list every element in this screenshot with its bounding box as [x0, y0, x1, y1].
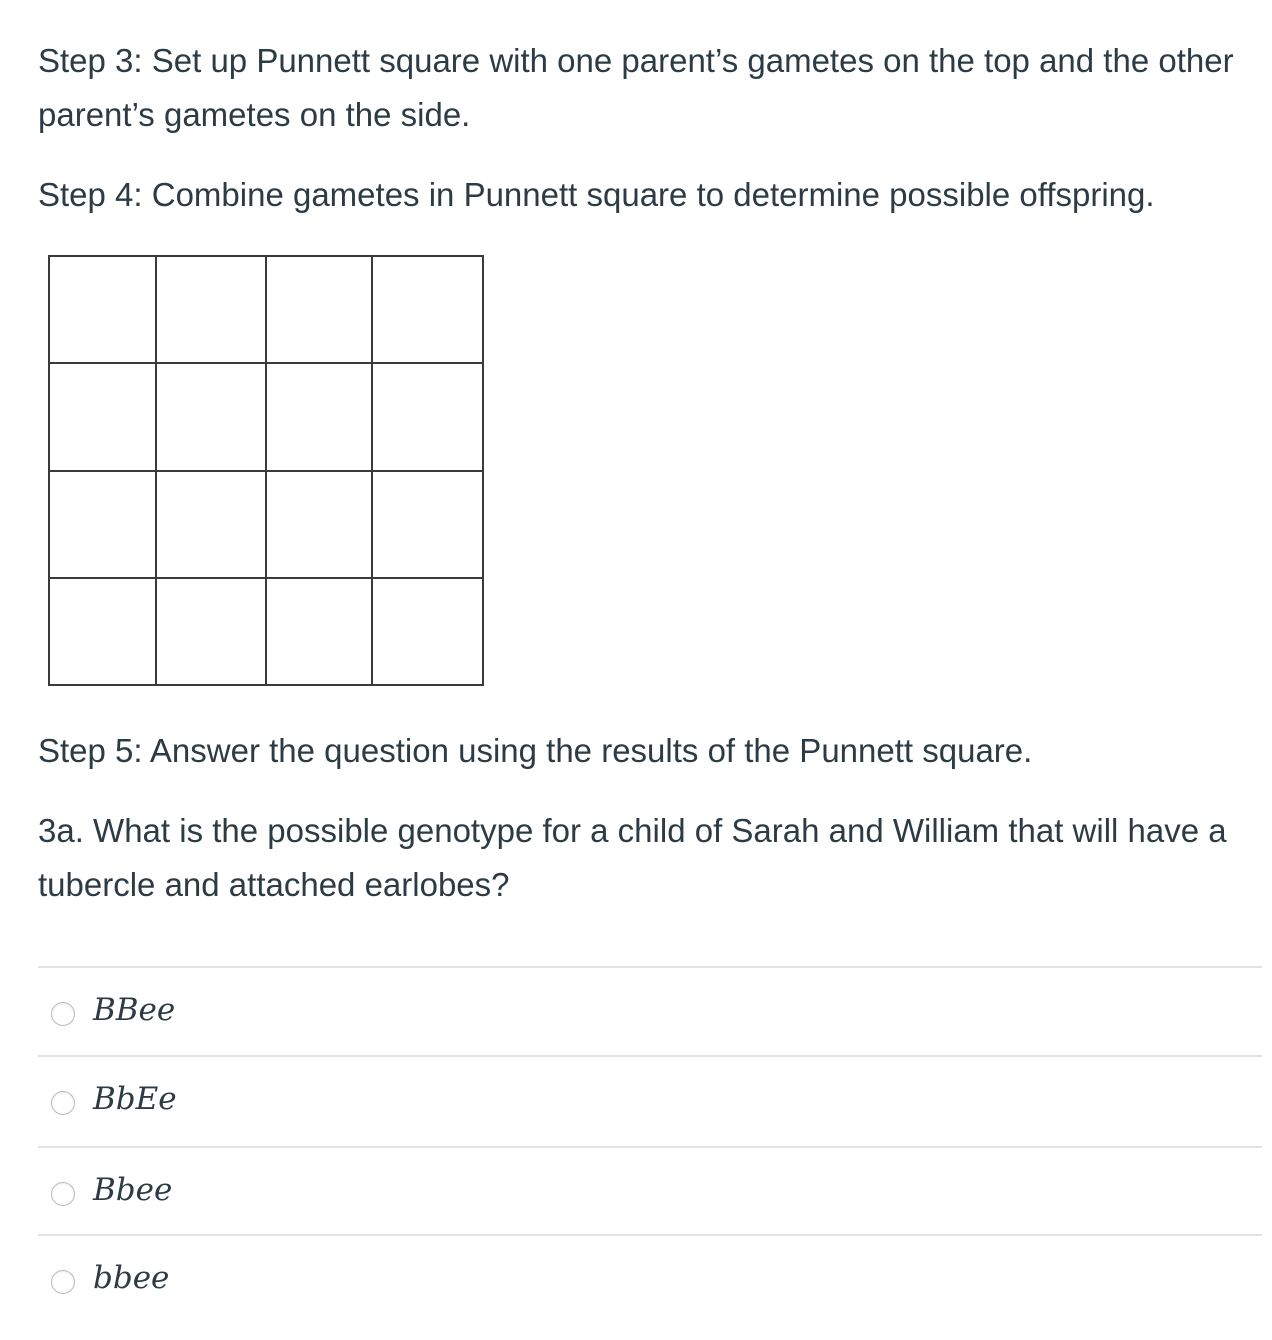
punnett-cell	[49, 256, 156, 363]
punnett-square-grid	[48, 255, 484, 686]
question-text: 3a. What is the possible genotype for a child of Sarah and William that will have a tubercle and attached earlobes?	[38, 812, 1227, 903]
punnett-cell	[372, 578, 483, 685]
punnett-cell	[49, 578, 156, 685]
step-4-instruction: Step 4: Combine gametes in Punnett square to determine possible offspring.	[38, 176, 1155, 213]
punnett-row	[49, 363, 483, 470]
radio-button[interactable]	[51, 1270, 75, 1294]
punnett-row	[49, 471, 483, 578]
answer-label[interactable]: BBee	[93, 992, 176, 1028]
answer-option[interactable]	[38, 1234, 1262, 1323]
radio-button[interactable]	[51, 1182, 75, 1206]
punnett-cell	[49, 363, 156, 470]
punnett-cell	[266, 578, 372, 685]
answer-label[interactable]: BbEe	[93, 1081, 177, 1117]
punnett-cell	[156, 256, 266, 363]
punnett-cell	[372, 471, 483, 578]
punnett-cell	[156, 471, 266, 578]
answer-options	[38, 966, 1262, 1323]
punnett-cell	[49, 471, 156, 578]
step-3-instruction: Step 3: Set up Punnett square with one parent’s gametes on the top and the other parent’s gametes on the side.	[38, 42, 1234, 133]
radio-button[interactable]	[51, 1002, 75, 1026]
punnett-row	[49, 578, 483, 685]
answer-label[interactable]: Bbee	[93, 1172, 173, 1208]
answer-option[interactable]	[38, 966, 1262, 1055]
punnett-cell	[372, 256, 483, 363]
punnett-cell	[266, 471, 372, 578]
answer-label[interactable]: bbee	[93, 1260, 170, 1296]
punnett-row	[49, 256, 483, 363]
punnett-cell	[266, 363, 372, 470]
punnett-cell	[266, 256, 372, 363]
punnett-cell	[156, 578, 266, 685]
step-5-instruction: Step 5: Answer the question using the results of the Punnett square.	[38, 732, 1033, 769]
answer-option[interactable]	[38, 1055, 1262, 1146]
punnett-cell	[372, 363, 483, 470]
punnett-cell	[156, 363, 266, 470]
radio-button[interactable]	[51, 1091, 75, 1115]
answer-option[interactable]	[38, 1146, 1262, 1234]
